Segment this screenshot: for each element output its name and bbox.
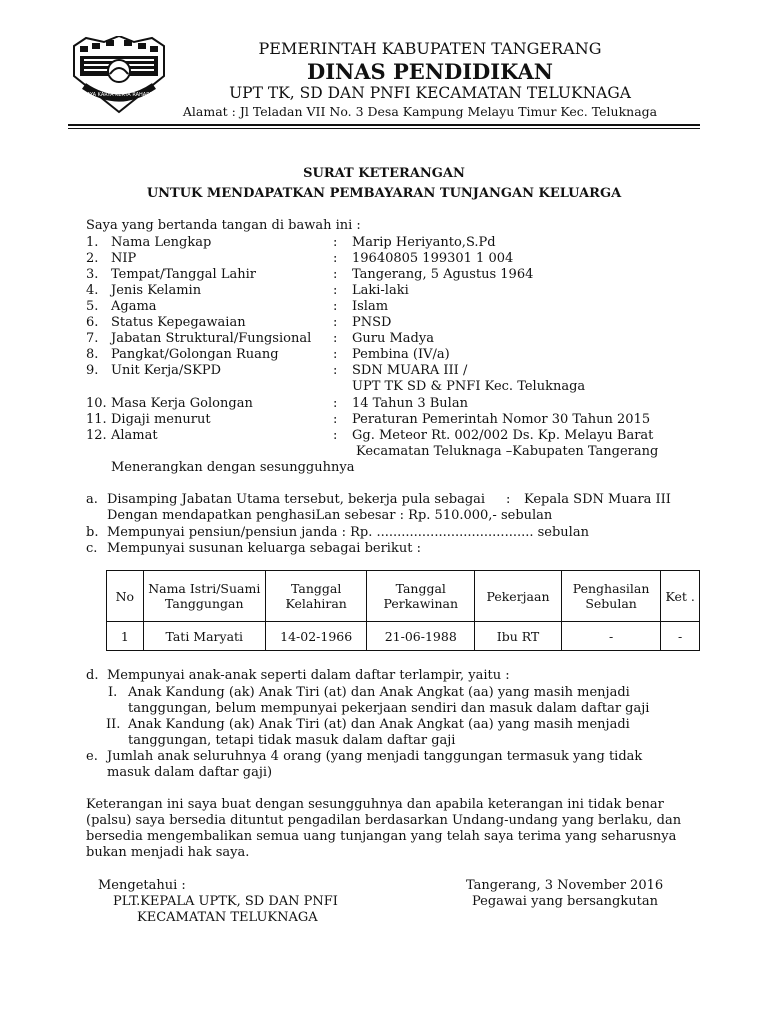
closing-line: bersedia mengembalikan semua uang tunjangan yang telah saya terima yang seharusnya (86, 829, 677, 844)
place-date: Tangerang, 3 November 2016 (466, 878, 664, 893)
item-a-value: Kepala SDN Muara III (524, 492, 671, 507)
family-table (106, 570, 700, 651)
field-value: Islam (352, 299, 389, 314)
table-cell: - (561, 622, 660, 651)
acknowledged-label: Mengetahui : (98, 878, 186, 893)
field-value-continued: Kecamatan Teluknaga –Kabupaten Tangerang (356, 444, 659, 459)
field-number: 3. (86, 267, 99, 282)
table-cell: - (661, 622, 700, 651)
field-colon: : (333, 363, 338, 378)
item-marker: a. (86, 492, 98, 507)
field-value: 14 Tahun 3 Bulan (352, 396, 468, 411)
field-number: 5. (86, 299, 99, 314)
field-colon: : (333, 235, 338, 250)
head-title: PLT.KEPALA UPTK, SD DAN PNFI (113, 894, 338, 909)
letter-title: SURAT KETERANGAN (303, 166, 465, 181)
field-value: Peraturan Pemerintah Nomor 30 Tahun 2015 (352, 412, 651, 427)
field-value: Gg. Meteor Rt. 002/002 Ds. Kp. Melayu Barat (352, 428, 654, 443)
letterhead-divider-thick (68, 124, 700, 126)
field-number: 12. (86, 428, 107, 443)
item-marker: c. (86, 541, 98, 556)
field-label: Alamat (111, 428, 158, 443)
field-value: Tangerang, 5 Agustus 1964 (352, 267, 534, 282)
table-cell: 14-02-1966 (265, 622, 366, 651)
field-label: NIP (111, 251, 137, 266)
regency-emblem-logo (66, 36, 172, 114)
field-colon: : (333, 331, 338, 346)
column-header: Ket . (661, 571, 700, 622)
item-marker: b. (86, 525, 99, 540)
field-colon: : (333, 396, 338, 411)
table-cell: Tati Maryati (143, 622, 265, 651)
item-a-income: Dengan mendapatkan penghasiLan sebesar : Rp. 510.000,- sebulan (107, 508, 553, 523)
table-cell: 21-06-1988 (367, 622, 475, 651)
field-label: Agama (111, 299, 157, 314)
field-value: PNSD (352, 315, 392, 330)
field-label: Pangkat/Golongan Ruang (111, 347, 279, 362)
letterhead-divider-thin (68, 128, 700, 129)
column-header: Nama Istri/Suami Tanggungan (143, 571, 265, 622)
government-name: PEMERINTAH KABUPATEN TANGERANG (258, 39, 602, 58)
item-a-colon: : (506, 492, 511, 507)
field-number: 1. (86, 235, 99, 250)
field-label: Jenis Kelamin (111, 283, 202, 298)
field-colon: : (333, 299, 338, 314)
field-label: Digaji menurut (111, 412, 211, 427)
field-label: Tempat/Tanggal Lahir (111, 267, 256, 282)
field-colon: : (333, 412, 338, 427)
item-e-line2: masuk dalam daftar gaji) (107, 765, 273, 780)
field-number: 11. (86, 412, 107, 427)
field-number: 9. (86, 363, 99, 378)
column-header: No (107, 571, 144, 622)
column-header: Penghasilan Sebulan (561, 571, 660, 622)
field-colon: : (333, 267, 338, 282)
field-value: 19640805 199301 1 004 (352, 251, 514, 266)
item-d-i-line1: Anak Kandung (ak) Anak Tiri (at) dan Anak Angkat (aa) yang masih menjadi (128, 685, 630, 700)
column-header: Tanggal Kelahiran (265, 571, 366, 622)
item-d-i-line2: tanggungan, belum mempunyai pekerjaan sendiri dan masuk dalam daftar gaji (128, 701, 650, 716)
field-colon: : (333, 428, 338, 443)
item-marker: II. (106, 717, 121, 732)
field-label: Unit Kerja/SKPD (111, 363, 222, 378)
field-colon: : (333, 315, 338, 330)
item-c-text: Mempunyai susunan keluarga sebagai berikut : (107, 541, 421, 556)
agency-name: DINAS PENDIDIKAN (307, 59, 553, 84)
item-a-text: Disamping Jabatan Utama tersebut, bekerja pula sebagai (107, 492, 486, 507)
intro-text: Saya yang bertanda tangan di bawah ini : (86, 218, 361, 233)
field-colon: : (333, 251, 338, 266)
office-address: Alamat : Jl Teladan VII No. 3 Desa Kampung Melayu Timur Kec. Teluknaga (182, 104, 658, 119)
table-cell: Ibu RT (475, 622, 562, 651)
item-e-line1: Jumlah anak seluruhnya 4 orang (yang menjadi tanggungan termasuk yang tidak (107, 749, 643, 764)
field-label: Jabatan Struktural/Fungsional (111, 331, 312, 346)
table-cell: 1 (107, 622, 144, 651)
field-value: SDN MUARA III / (352, 363, 468, 378)
item-d-ii-line1: Anak Kandung (ak) Anak Tiri (at) dan Anak Angkat (aa) yang masih menjadi (128, 717, 630, 732)
field-number: 10. (86, 396, 107, 411)
field-value: Marip Heriyanto,S.Pd (352, 235, 496, 250)
table-header-row (107, 571, 700, 622)
item-d-text: Mempunyai anak-anak seperti dalam daftar terlampir, yaitu : (107, 668, 510, 683)
head-office: KECAMATAN TELUKNAGA (137, 910, 318, 925)
field-value-continued: UPT TK SD & PNFI Kec. Teluknaga (352, 379, 586, 394)
field-number: 6. (86, 315, 99, 330)
field-colon: : (333, 283, 338, 298)
item-marker: e. (86, 749, 98, 764)
letter-subtitle: UNTUK MENDAPATKAN PEMBAYARAN TUNJANGAN KELUARGA (146, 186, 622, 201)
field-label: Status Kepegawaian (111, 315, 246, 330)
statement-opening: Menerangkan dengan sesungguhnya (111, 460, 355, 475)
table-row (107, 622, 700, 651)
closing-line: (palsu) saya bersedia dituntut pengadilan berdasarkan Undang-undang yang berlaku, dan (86, 813, 682, 828)
closing-line: bukan menjadi hak saya. (86, 845, 250, 860)
logo-motto-text: BAYA KARYA KERTA RAHARJA (83, 92, 155, 98)
column-header: Pekerjaan (475, 571, 562, 622)
employee-signature-title: Pegawai yang bersangkutan (472, 894, 658, 909)
field-number: 2. (86, 251, 99, 266)
field-label: Nama Lengkap (111, 235, 212, 250)
item-b-text: Mempunyai pensiun/pensiun janda : Rp. ...................................... sebulan (107, 525, 589, 540)
field-value: Guru Madya (352, 331, 434, 346)
field-number: 8. (86, 347, 99, 362)
field-number: 4. (86, 283, 99, 298)
field-colon: : (333, 347, 338, 362)
item-d-ii-line2: tanggungan, tetapi tidak masuk dalam daftar gaji (128, 733, 456, 748)
field-label: Masa Kerja Golongan (111, 396, 253, 411)
field-value: Laki-laki (352, 283, 409, 298)
field-value: Pembina (IV/a) (352, 347, 450, 362)
column-header: Tanggal Perkawinan (367, 571, 475, 622)
unit-name: UPT TK, SD DAN PNFI KECAMATAN TELUKNAGA (229, 84, 631, 102)
item-marker: I. (108, 685, 118, 700)
closing-line: Keterangan ini saya buat dengan sesungguhnya dan apabila keterangan ini tidak benar (86, 797, 664, 812)
field-number: 7. (86, 331, 99, 346)
item-marker: d. (86, 668, 99, 683)
